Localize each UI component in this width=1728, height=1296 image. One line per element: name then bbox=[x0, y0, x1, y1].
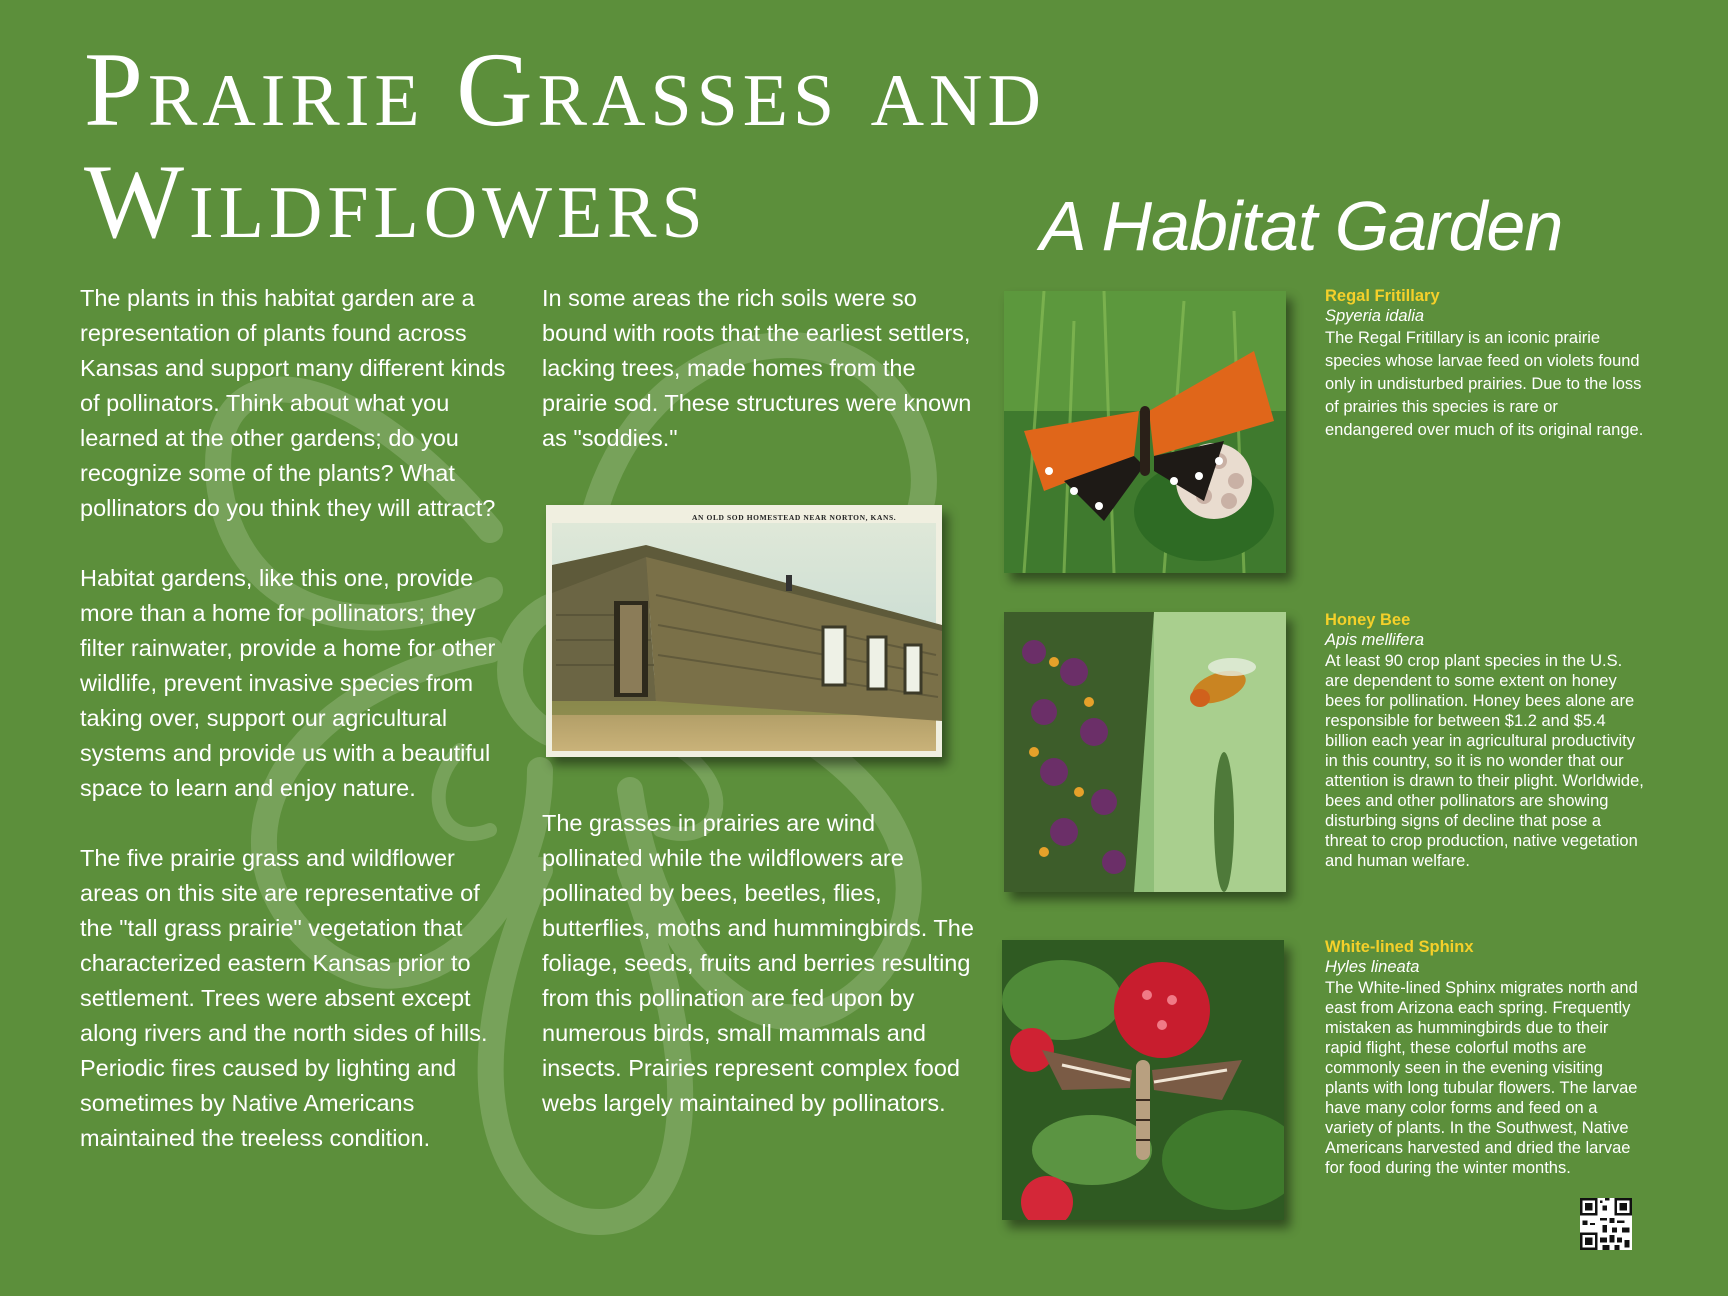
page-title bbox=[84, 31, 1046, 260]
pollination-paragraph: The grasses in prairies are wind pollinated while the wildflowers are pollinated by bees, beetles, flies, butterflies, moths and hummingbirds. The foliage, seeds, fruits and berries resulting from this pollination are fed upon by numerous birds, small mammals and insects. Prairies represent complex food webs largely maintained by pollinators. bbox=[542, 810, 974, 1116]
sod-photo-caption: AN OLD SOD HOMESTEAD NEAR NORTON, KANS. bbox=[692, 513, 897, 522]
species-name: Regal Fritillary bbox=[1325, 287, 1440, 305]
species-white-lined-sphinx bbox=[1325, 937, 1645, 1178]
species-latin-name: Apis mellifera bbox=[1325, 631, 1425, 649]
species-name: White-lined Sphinx bbox=[1325, 938, 1474, 956]
species-regal-fritillary bbox=[1325, 286, 1645, 442]
intro-paragraph-2: Habitat gardens, like this one, provide more than a home for pollinators; they filter rainwater, provide a home for other wildlife, prevent invasive species from taking over, support our agricultural systems and provide us with a beautiful space to learn and enjoy nature. bbox=[80, 565, 496, 801]
species-latin-name: Hyles lineata bbox=[1325, 958, 1420, 976]
species-latin-name: Spyeria idalia bbox=[1325, 307, 1425, 325]
title-line-1: Prairie Grasses and bbox=[84, 31, 1046, 148]
intro-paragraph-3: The five prairie grass and wildflower areas on this site are representative of the "tall grass prairie" vegetation that characterized eastern Kansas prior to settlement. Trees were absent except along rivers and the north sides of hills. Periodic fires caused by lighting and sometimes by Native Americans maintained the treeless condition. bbox=[80, 845, 488, 1151]
species-description: The Regal Fritillary is an iconic prairie species whose larvae feed on violets found only in undisturbed prairies. Due to the loss of prairies this species is rare or endangered over much of its original range. bbox=[1325, 329, 1644, 439]
subtitle: A Habitat Garden bbox=[1040, 187, 1563, 265]
intro-column bbox=[80, 281, 512, 1156]
species-description: At least 90 crop plant species in the U.S. are dependent to some extent on honey bees for pollination. Honey bees alone are responsible for between $1.2 and $5.4 billion each year in agricultural productivity in this country, so it is no wonder that our attention is drawn to their plight. Worldwide, bees and other pollinators are showing disturbing signs of decline that pose a threat to crop production, native vegetation and human welfare. bbox=[1325, 652, 1644, 870]
honey-bee-photo bbox=[1004, 612, 1286, 892]
regal-fritillary-photo bbox=[1004, 291, 1286, 573]
soddies-paragraph: In some areas the rich soils were so bound with roots that the earliest settlers, lacking trees, made homes from the prairie sod. These structures were known as "soddies." bbox=[542, 285, 972, 451]
species-honey-bee bbox=[1325, 610, 1645, 871]
sod-house-photo bbox=[546, 505, 942, 757]
species-description: The White-lined Sphinx migrates north and east from Arizona each spring. Frequently mistaken as hummingbirds due to their rapid flight, these colorful moths are commonly seen in the evening visiting plants with long tubular flowers. The larvae have many color forms and feed on a variety of plants. In the Southwest, Native Americans harvested and dried the larvae for food during the winter months. bbox=[1325, 979, 1638, 1177]
intro-paragraph-1: The plants in this habitat garden are a representation of plants found across Kansas and support many different kinds of pollinators. Think about what you learned at the other gardens; do you recognize some of the plants? What pollinators do you think they will attract? bbox=[80, 285, 506, 521]
qr-code-icon[interactable] bbox=[1580, 1198, 1632, 1250]
white-lined-sphinx-photo bbox=[1002, 940, 1284, 1220]
species-name: Honey Bee bbox=[1325, 611, 1411, 629]
title-line-2: Wildflowers bbox=[84, 143, 708, 260]
